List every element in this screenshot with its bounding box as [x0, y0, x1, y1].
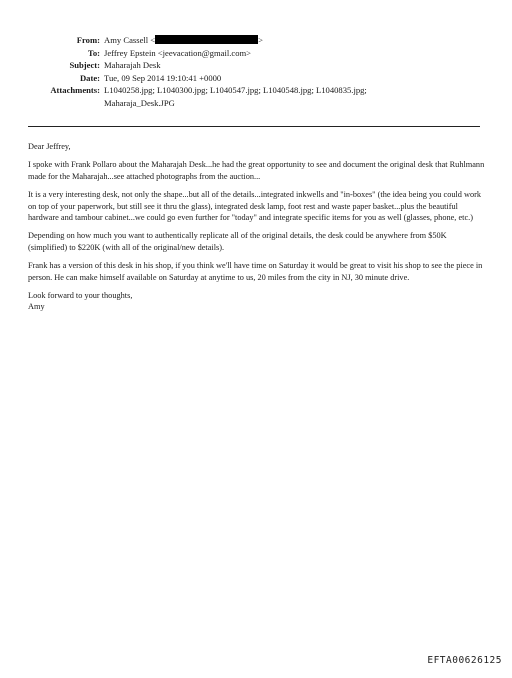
date-label: Date: [79, 72, 100, 83]
attachments-line-2: Maharaja_Desk.JPG [104, 97, 175, 108]
to-label: To: [87, 47, 100, 58]
to-row [0, 47, 512, 60]
date-value: Tue, 09 Sep 2014 19:10:41 +0000 [104, 72, 222, 83]
subject-label: Subject: [69, 60, 100, 71]
redaction-bar [155, 35, 258, 44]
paragraph-4: Frank has a version of this desk in his shop, if you think we'll have time on Saturday it would be great to visit his shop to see the piece in person. He can make himself available on Saturday at anytime to us, 20 miles from the city in NJ, 30 minute drive. [28, 261, 483, 282]
from-label: From: [76, 35, 100, 45]
closing: Look forward to your thoughts, [28, 291, 133, 301]
document-id: EFTA00626125 [427, 655, 502, 666]
subject-row [0, 59, 512, 72]
attachments-row [0, 84, 512, 109]
greeting: Dear Jeffrey, [28, 142, 71, 151]
from-suffix: > [258, 35, 264, 45]
email-body [28, 141, 485, 313]
date-row [0, 72, 512, 85]
paragraph-1: I spoke with Frank Pollaro about the Maharajah Desk...he had the great opportunity to see and document the original desk that Ruhlmann made for the Maharajah...see attached photographs from the auction... [28, 160, 485, 181]
from-value [104, 34, 512, 47]
header-divider [28, 126, 480, 127]
paragraph-2: It is a very interesting desk, not only the shape...but all of the details...integrated inkwells and "in-boxes" (the idea being you could work on top of your paperwork, but still see it thru the glass), integrated desk lamp, foot rest and waste paper basket...plus the beautiful hardware and tambour cabinet...we could go even further for "today" and integrate specific items for you as well (glasses, phone, etc.) [28, 190, 482, 223]
subject-value: Maharajah Desk [104, 60, 161, 71]
paragraph-3: Depending on how much you want to authentically replicate all of the original details, the desk could be anywhere from $50K (simplified) to $220K (with all of the original/new details). [28, 231, 447, 252]
attachments-label: Attachments: [50, 85, 100, 96]
attachments-line-1: L1040258.jpg; L1040300.jpg; L1040547.jpg; L1040548.jpg; L1040835.jpg; [104, 85, 367, 96]
attachments-value [104, 84, 512, 109]
signature: Amy [28, 302, 45, 312]
email-header [0, 34, 512, 110]
to-value: Jeffrey Epstein <jeevacation@gmail.com> [104, 47, 252, 58]
from-name: Amy Cassell < [104, 35, 156, 45]
from-row [0, 34, 512, 47]
